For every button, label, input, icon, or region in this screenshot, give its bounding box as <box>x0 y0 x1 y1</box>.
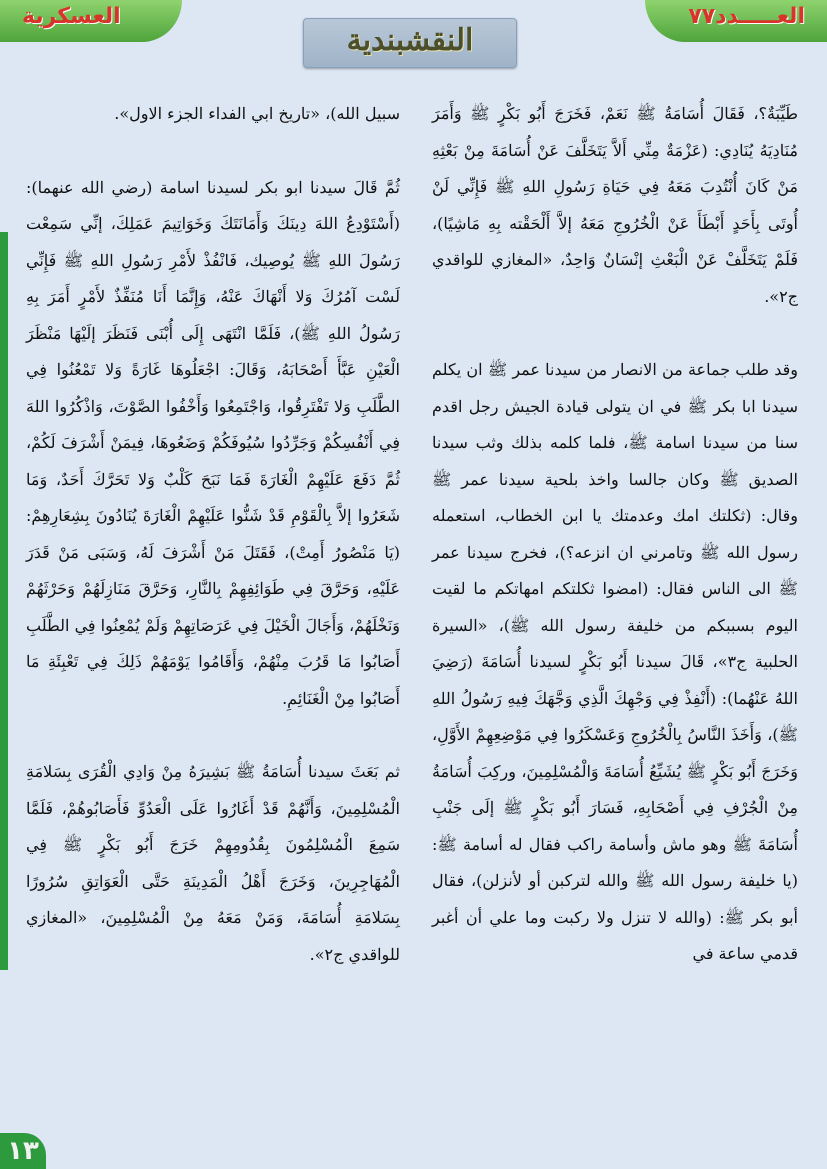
page-number: ١٣ <box>7 1136 39 1166</box>
paragraph: طَيِّبَةٌ؟، فَقَالَ أُسَامَةُ ﷺ نَعَمْ، فَخَرَجَ أَبُو بَكْرٍ ﷺ وَأَمَرَ مُنَادِيَهُ يُنَادِي: (عَزْمَةٌ مِنِّي أَلاَّ يَتَخَلَّفَ عَنْ أُسَامَةَ مِنْ بَعْثِهِ مَنْ كَانَ أُنْتُدِبَ مَعَهُ فِي حَيَاةِ رَسُولِ اللهِ ﷺ فَإِنِّي لَنْ أُوتَى بِأَحَدٍ أَبْطَأَ عَنْ الْخُرُوجِ مَعَهُ إلاَّ أَلْحَقْته بِهِ مَاشِيًا)، فَلَمْ يَتَخَلَّفْ عَنْ الْبَعْثِ إنْسَانٌ وَاحِدٌ، «المغازي للواقدي ج٢». <box>432 104 798 306</box>
issue-number: العـــــدد٧٧ <box>688 4 805 29</box>
magazine-title: النقشبندية <box>346 23 474 58</box>
section-title: العسكرية <box>22 4 121 29</box>
page-number-tab <box>0 1133 46 1169</box>
paragraph: وقد طلب جماعة من الانصار من سيدنا عمر ﷺ ان يكلم سيدنا ابا بكر ﷺ في ان يتولى قيادة الجيش رجل اقدم سنا من سيدنا اسامة ﷺ، فلما كلمه بذلك وثب سيدنا الصديق ﷺ وكان جالسا واخذ بلحية سيدنا عمر ﷺ وقال: (ثكلتك امك وعدمتك يا ابن الخطاب، استعمله رسول الله ﷺ وتامرني ان انزعه؟)، فخرج سيدنا عمر ﷺ الى الناس فقال: (امضوا ثكلتكم امهاتكم ما لقيت اليوم بسببكم من خليفة رسول الله ﷺ)، «السيرة الحلبية ج٣»، قَالَ سيدنا أَبُو بَكْرٍ لسيدنا أُسَامَةَ (رَضِيَ اللهُ عَنْهُما): (أَنْفِذْ فِي وَجْهِكَ الَّذِي وَجَّهَكَ فِيهِ رَسُولُ اللهِ ﷺ)، وَأَخَذَ النَّاسُ بِالْخُرُوجِ وَعَسْكَرُوا فِي مَوْضِعِهِمْ الأَوَّلِ، وَخَرَجَ أَبُو بَكْرٍ ﷺ يُشَيِّعُ أُسَامَةَ وَالْمُسْلِمِينَ، وركِبَ أُسَامَةُ مِنْ الْجُرْفِ فِي أَصْحَابِهِ، فَسَارَ أَبُو بَكْرٍ ﷺ إلَى جَنْبِ أُسَامَةَ ﷺ وهو ماش وأسامة راكب فقال له أسامة ﷺ: (يا خليفة رسول الله ﷺ والله لتركبن أو لأنزلن)، فقال أبو بكر ﷺ: (والله لا تنزل ولا ركبت وما علي أن أغبر قدمي ساعة في <box>432 360 799 963</box>
left-text-column <box>26 96 400 973</box>
header-section-tab <box>0 0 182 42</box>
header-issue-tab <box>645 0 827 42</box>
right-text-column <box>432 96 798 973</box>
paragraph: سبيل الله)، «تاريخ ابي الفداء الجزء الاول». <box>114 104 400 123</box>
side-accent-bar <box>0 232 8 970</box>
paragraph: ثم بَعَثَ سيدنا أُسَامَةُ ﷺ بَشِيرَهُ مِنْ وَادِي الْقُرَى بِسَلامَةِ الْمُسْلِمِينَ، وَأَنَّهُمْ قَدْ أَغَارُوا عَلَى الْعَدُوِّ فَأَصَابُوهُمْ، فَلَمَّا سَمِعَ الْمُسْلِمُونَ بِقُدُومِهِمْ خَرَجَ أَبُو بَكْرٍ ﷺ فِي الْمُهَاجِرِينَ، وَخَرَجَ أَهْلُ الْمَدِينَةِ حَتَّى الْعَوَاتِقِ سُرُورًا بِسَلامَةِ أُسَامَةَ، وَمَنْ مَعَهُ مِنْ الْمُسْلِمِينَ، «المغازي للواقدي ج٢». <box>26 762 400 964</box>
paragraph: ثُمَّ قَالَ سيدنا ابو بكر لسيدنا اسامة (رضي الله عنهما): (أَسْتَوْدِعُ اللهَ دِينَكَ وَأَمَانَتَكَ وَخَوَاتِيمَ عَمَلِكَ، إنِّي سَمِعْت رَسُولَ اللهِ ﷺ يُوصِيك، فَانْفُذْ لأَمْرِ رَسُولِ اللهِ ﷺ فَإِنِّي لَسْت آمُرُكَ وَلا أَنْهَاكَ عَنْهُ، وَإِنَّمَا أَنَا مُنَفِّذٌ لأَمْرٍ أَمَرَ بِهِ رَسُولُ اللهِ ﷺ)، فَلَمَّا انْتَهَى إِلَى أُبْنَى فَنَظَرَ إلَيْهَا مَنْظَرَ الْعَيْنِ عَبَّأَ أَصْحَابَهُ، وَقَالَ: اجْعَلُوهَا غَارَةً وَلا تَمْعُنُوا فِي الطَّلَبِ وَلا تَفْتَرِقُوا، وَاجْتَمِعُوا وَأَخْفُوا الصَّوْتَ، وَاذْكُرُوا اللهَ فِي أَنْفُسِكُمْ وَجَرِّدُوا سُيُوفَكُمْ وَضَعُوهَا، فِيمَنْ أَشْرَفَ لَكُمْ، ثُمَّ دَفَعَ عَلَيْهِمْ الْغَارَةَ فَمَا نَبَحَ كَلْبٌ وَلا تَحَرَّكَ أَحَدٌ، وَمَا شَعَرُوا إلاَّ بِالْقَوْمِ قَدْ شَنُّوا عَلَيْهِمْ الْغَارَةَ يُنَادُونَ بِشِعَارِهِمْ: (يَا مَنْصُورُ أَمِتْ)، فَقَتَلَ مَنْ أَشْرَفَ لَهُ، وَسَبَى مَنْ قَدَرَ عَلَيْهِ، وَحَرَّقَ فِي طَوَائِفِهِمْ بِالنَّارِ، وَحَرَّقَ مَنَازِلَهُمْ وَحَرْثَهُمْ وَنَخْلَهُمْ، وَأَجَالَ الْخَيْلَ فِي عَرَصَاتِهِمْ وَلَمْ يُمْعِنُوا فِي الطَّلَبِ أَصَابُوا مَا قَرُبَ مِنْهُمْ، وَأَقَامُوا يَوْمَهُمْ ذَلِكَ فِي تَعْبِئَةِ مَا أَصَابُوا مِنْ الْغَنَائِمِ. <box>26 177 400 708</box>
magazine-title-banner <box>303 18 517 68</box>
